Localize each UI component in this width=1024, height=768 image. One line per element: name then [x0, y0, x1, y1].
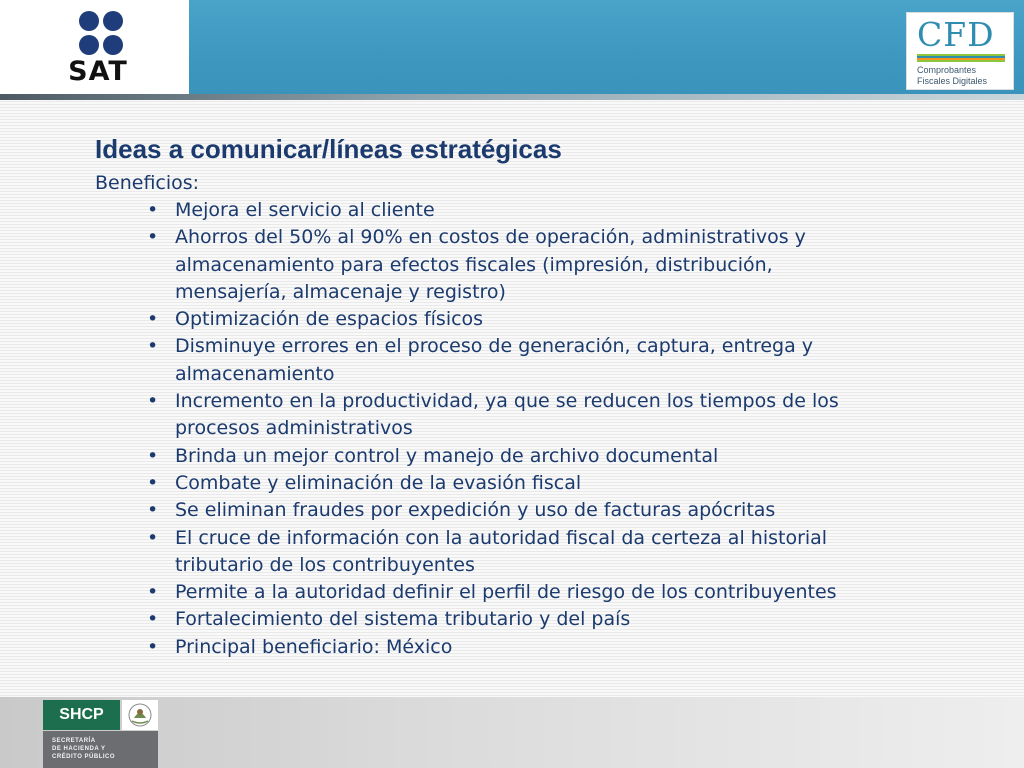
list-item	[95, 579, 875, 606]
list-item	[95, 224, 875, 306]
slide-title: Ideas a comunicar/líneas estratégicas	[95, 134, 562, 164]
slide-footer	[0, 697, 1024, 768]
list-item-text: almacenamiento para efectos fiscales (impresión, distribución,	[175, 253, 773, 276]
list-item	[95, 634, 875, 661]
cfd-subtitle-line: Fiscales Digitales	[917, 76, 988, 86]
list-item-text: Optimización de espacios físicos	[175, 308, 484, 331]
list-item-text: Fortalecimiento del sistema tributario y del país	[175, 608, 631, 631]
sat-dots-icon	[79, 11, 125, 57]
bullet-icon: •	[147, 390, 159, 413]
list-item-text: Permite a la autoridad definir el perfil de riesgo de los contribuyentes	[175, 581, 837, 604]
sat-logo	[0, 0, 189, 94]
cfd-logo	[906, 12, 1014, 90]
bullet-icon: •	[147, 335, 159, 358]
cfd-logo-title: CFD	[917, 15, 995, 54]
list-item-text: Ahorros del 50% al 90% en costos de operación, administrativos y	[175, 226, 806, 249]
list-item-text: Mejora el servicio al cliente	[175, 199, 435, 221]
cfd-bar	[917, 60, 1005, 62]
bullet-icon: •	[147, 226, 159, 249]
list-item	[95, 470, 875, 497]
list-item-text: almacenamiento	[175, 362, 335, 385]
bullet-icon: •	[147, 471, 159, 494]
mexico-coat-of-arms-icon	[122, 700, 158, 730]
list-item-text: procesos administrativos	[175, 417, 413, 440]
shcp-caption-line: CRÉDITO PÚBLICO	[52, 754, 116, 760]
list-item	[95, 606, 875, 633]
bullet-icon: •	[147, 526, 159, 549]
header-divider	[0, 94, 1024, 100]
bullet-icon: •	[147, 199, 159, 221]
list-item-text: tributario de los contribuyentes	[175, 553, 475, 576]
shcp-logo-caption	[43, 731, 158, 768]
shcp-caption-line: SECRETARÍA	[52, 738, 96, 744]
shcp-logo: SHCP	[43, 700, 120, 730]
list-item	[95, 197, 875, 224]
cfd-subtitle-line: Comprobantes	[917, 65, 977, 75]
list-item-text: mensajería, almacenaje y registro)	[175, 280, 506, 303]
list-item-text: Combate y eliminación de la evasión fiscal	[175, 471, 582, 494]
cfd-logo-subtitle	[917, 65, 987, 87]
slide-content	[95, 130, 995, 661]
list-item-text: El cruce de información con la autoridad fiscal da certeza al historial	[175, 526, 828, 549]
list-item-text: Brinda un mejor control y manejo de archivo documental	[175, 444, 719, 467]
bullet-icon: •	[147, 308, 159, 331]
list-item	[95, 388, 875, 443]
section-label: Beneficios:	[95, 172, 200, 194]
slide-header	[0, 0, 1024, 100]
cfd-color-bars	[917, 54, 1005, 63]
header-band	[189, 0, 1024, 94]
bullet-icon: •	[147, 499, 159, 522]
sat-logo-text: SAT	[68, 56, 128, 87]
bullet-icon: •	[147, 608, 159, 631]
bullet-icon: •	[147, 581, 159, 604]
list-item	[95, 443, 875, 470]
list-item-text: Se eliminan fraudes por expedición y uso de facturas apócritas	[175, 499, 776, 522]
bullet-icon: •	[147, 635, 159, 658]
benefits-list	[95, 197, 995, 661]
shcp-caption-line: DE HACIENDA Y	[52, 746, 106, 752]
list-item	[95, 333, 875, 388]
list-item	[95, 525, 875, 580]
list-item-text: Incremento en la productividad, ya que se reducen los tiempos de los	[175, 390, 839, 413]
list-item-text: Principal beneficiario: México	[175, 635, 453, 658]
list-item	[95, 306, 875, 333]
list-item-text: Disminuye errores en el proceso de generación, captura, entrega y	[175, 335, 814, 358]
bullet-icon: •	[147, 444, 159, 467]
list-item	[95, 497, 875, 524]
